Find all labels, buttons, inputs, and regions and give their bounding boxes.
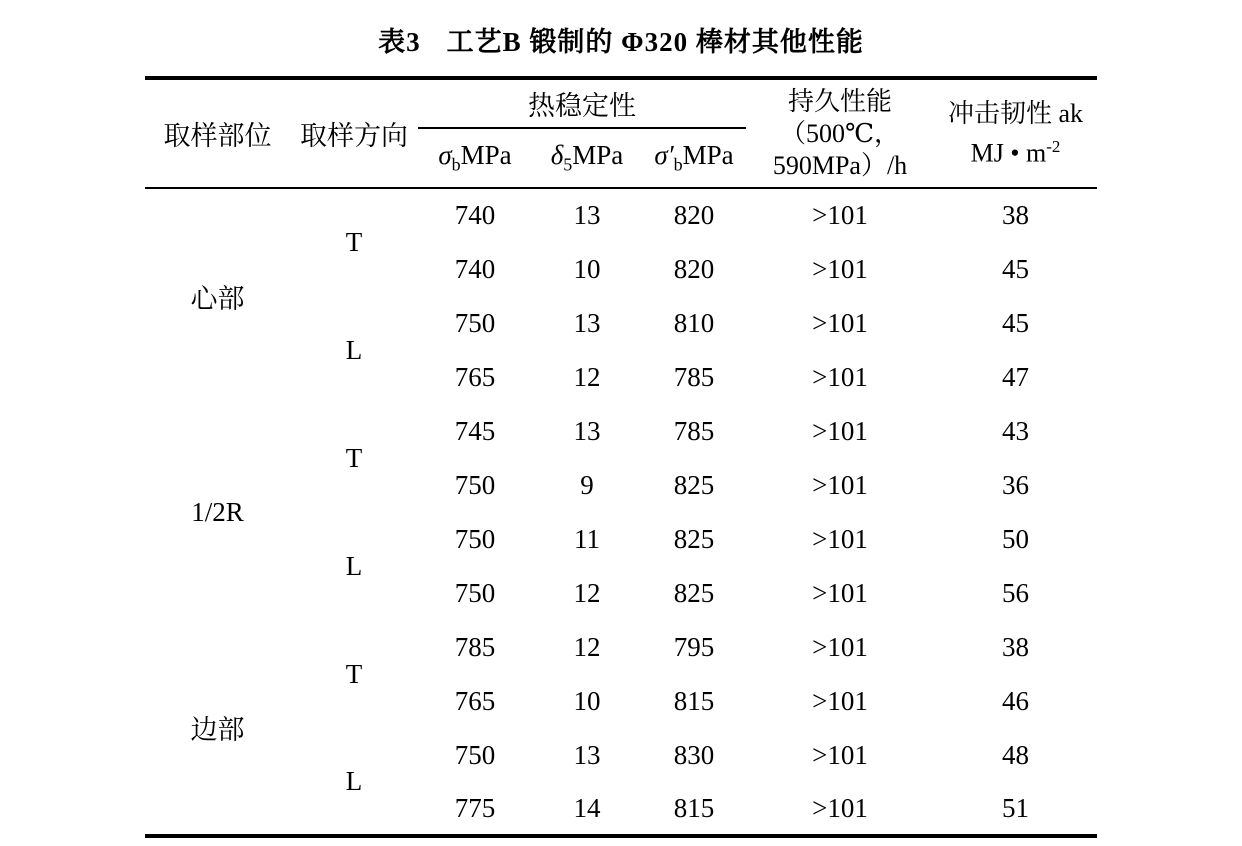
direction-cell: L xyxy=(345,765,363,796)
endurance-value: >101 xyxy=(812,253,868,284)
delta-5-value: 14 xyxy=(573,792,601,823)
sigma-prime-b-value: 785 xyxy=(673,415,715,446)
delta-5-value: 12 xyxy=(573,361,601,392)
sigma-b-symbol: σ xyxy=(438,140,452,171)
sigma-prime-b-value: 830 xyxy=(673,739,715,770)
sigma-b-unit: MPa xyxy=(460,140,512,171)
sigma-prime-b-value: 825 xyxy=(673,577,715,608)
table-row xyxy=(145,404,1097,458)
header-sigma-b xyxy=(418,128,532,188)
sigma-prime-b-value: 815 xyxy=(673,792,715,823)
impact-value: 38 xyxy=(1002,200,1029,230)
delta-5-value: 9 xyxy=(580,469,594,500)
sigma-prime-b-value: 825 xyxy=(673,523,715,554)
header-impact-toughness xyxy=(934,78,1097,188)
impact-line-2 xyxy=(934,130,1097,170)
delta-5-value: 13 xyxy=(573,739,601,770)
direction-cell: T xyxy=(345,227,363,257)
endurance-value: >101 xyxy=(812,685,868,716)
direction-cell: L xyxy=(345,334,363,365)
sigma-prime-b-subscript: b xyxy=(673,154,683,175)
endurance-value: >101 xyxy=(812,631,868,662)
table-body xyxy=(145,188,1097,836)
impact-value: 36 xyxy=(1002,469,1029,500)
sigma-b-value: 775 xyxy=(454,792,496,823)
direction-cell: T xyxy=(345,658,363,689)
impact-value: 48 xyxy=(1002,739,1029,770)
delta-5-value: 10 xyxy=(573,253,601,284)
direction-cell: T xyxy=(345,442,363,473)
delta-5-subscript: 5 xyxy=(563,154,573,175)
header-sampling-location: 取样部位 xyxy=(145,78,290,188)
sigma-prime-b-value: 785 xyxy=(673,361,715,392)
header-delta-5 xyxy=(532,128,642,188)
endurance-value: >101 xyxy=(812,307,868,338)
location-cell: 1/2R xyxy=(191,496,244,527)
endurance-value: >101 xyxy=(812,200,868,230)
delta-5-value: 13 xyxy=(573,200,601,230)
sigma-prime-b-value: 810 xyxy=(673,307,715,338)
endurance-value: >101 xyxy=(812,739,868,770)
impact-value: 45 xyxy=(1002,253,1029,284)
endurance-value: >101 xyxy=(812,361,868,392)
direction-cell: L xyxy=(345,550,363,581)
delta-5-symbol: δ xyxy=(550,140,564,171)
header-endurance xyxy=(746,78,934,188)
sigma-b-value: 765 xyxy=(454,361,496,392)
delta-5-value: 11 xyxy=(574,523,600,554)
impact-value: 45 xyxy=(1002,307,1029,338)
sigma-prime-b-value: 795 xyxy=(673,631,715,662)
header-thermal-stability: 热稳定性 xyxy=(418,78,746,128)
impact-value: 47 xyxy=(1002,361,1029,392)
impact-unit-exponent: -2 xyxy=(1046,137,1061,157)
sigma-prime-b-unit: MPa xyxy=(682,140,734,171)
sigma-prime-b-value: 820 xyxy=(673,200,715,230)
sigma-b-value: 750 xyxy=(454,307,496,338)
impact-line-1: 冲击韧性 ak xyxy=(947,99,1084,129)
impact-value: 43 xyxy=(1002,415,1029,446)
impact-value: 56 xyxy=(1002,577,1029,608)
sigma-b-value: 750 xyxy=(454,739,496,770)
table-row xyxy=(145,620,1097,674)
impact-value: 50 xyxy=(1002,523,1029,554)
sigma-b-value: 740 xyxy=(454,253,496,284)
sigma-b-value: 745 xyxy=(454,415,496,446)
table-caption xyxy=(0,0,1242,59)
sigma-b-value: 740 xyxy=(454,200,496,230)
endurance-line-3: 590MPa）/h xyxy=(772,150,908,180)
sigma-b-value: 750 xyxy=(454,469,496,500)
sigma-b-subscript: b xyxy=(451,154,461,175)
delta-5-value: 12 xyxy=(573,631,601,662)
sigma-prime-b-symbol: σ′ xyxy=(654,140,674,171)
delta-5-value: 13 xyxy=(573,307,601,338)
caption-title: 工艺B 锻制的 Φ320 棒材其他性能 xyxy=(446,27,864,57)
sigma-prime-b-value: 815 xyxy=(673,685,715,716)
table-row xyxy=(145,188,1097,242)
endurance-value: >101 xyxy=(812,577,868,608)
endurance-value: >101 xyxy=(812,792,868,823)
header-sigma-prime-b xyxy=(642,128,746,188)
sigma-b-value: 785 xyxy=(454,631,496,662)
endurance-line-1: 持久性能 xyxy=(787,86,892,116)
sigma-b-value: 750 xyxy=(454,577,496,608)
sigma-b-value: 750 xyxy=(454,523,496,554)
delta-5-value: 13 xyxy=(573,415,601,446)
header-sampling-direction: 取样方向 xyxy=(290,78,418,188)
sigma-prime-b-value: 820 xyxy=(673,253,715,284)
location-cell: 心部 xyxy=(190,284,245,314)
impact-value: 46 xyxy=(1002,685,1029,716)
sigma-b-value: 765 xyxy=(454,685,496,716)
caption-label: 表3 xyxy=(378,27,421,57)
impact-unit-base: MJ • m xyxy=(970,138,1047,168)
delta-5-unit: MPa xyxy=(572,140,624,171)
location-cell: 边部 xyxy=(190,714,245,745)
endurance-line-2: （500℃， xyxy=(779,118,901,148)
data-table xyxy=(145,76,1097,838)
endurance-value: >101 xyxy=(812,469,868,500)
delta-5-value: 10 xyxy=(573,685,601,716)
endurance-value: >101 xyxy=(812,415,868,446)
endurance-value: >101 xyxy=(812,523,868,554)
sigma-prime-b-value: 825 xyxy=(673,469,715,500)
header-row-1 xyxy=(145,78,1097,128)
impact-value: 51 xyxy=(1002,792,1029,823)
delta-5-value: 12 xyxy=(573,577,601,608)
impact-value: 38 xyxy=(1002,631,1029,662)
table-header xyxy=(145,78,1097,188)
